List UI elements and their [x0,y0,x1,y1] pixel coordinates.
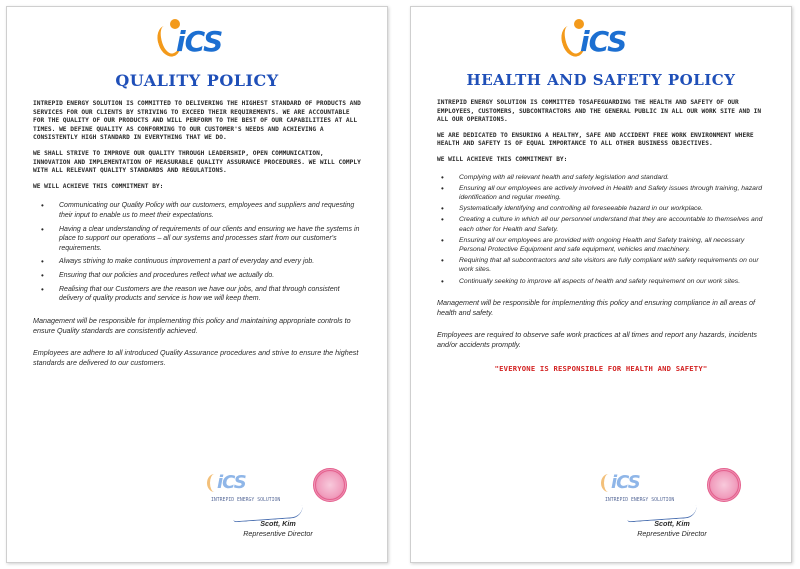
company-logo [158,19,236,63]
policy-intro-2: WE ARE DEDICATED TO ENSURING A HEALTHY, SAFE AND ACCIDENT FREE WORK ENVIRONMENT WHERE HEALTH AND SAFETY IS OF EQUAL IMPORTANCE TO ALL OTHER BUSINESS OBJECTIVES. [437,131,754,148]
management-paragraph: Management will be responsible for implementing this policy and ensuring compliance in all areas of health and safety. [437,297,756,317]
list-item: • Realising that our Customers are the reason we have our jobs, and that through consistent delivery of quality products and service is how we will keep them. [41,285,361,304]
stamp-logo: iCS [217,472,246,493]
stamp-company: INTREPID ENERGY SOLUTION [605,498,675,503]
list-item: • Having a clear understanding of requirements of our clients and ensuring we have the systems in place to support our operations – all our systems and processes start from our customer's requirements. [41,225,361,254]
policy-intro: INTREPID ENERGY SOLUTION IS COMMITTED TOSAFEGUARDING THE HEALTH AND SAFETY OF OUR EMPLOYEES, CUSTOMERS, SUBCONTRACTORS AND THE GENERAL PUBLIC IN ALL OUR WORK SITE AND IN ALL OUR OPERATIONS. [437,99,762,124]
signatory-name: Scott, Kim [260,519,296,528]
list-item: • Complying with all relevant health and safety legislation and standard. [441,173,765,182]
employees-paragraph: Employees are adhere to all introduced Quality Assurance procedures and strive to ensure the highest standards are delivered to our customers. [33,347,359,367]
commitment-list [33,201,361,303]
page-title: HEALTH AND SAFETY POLICY [466,71,736,89]
list-item: • Ensuring all our employees are provided with ongoing Health and Safety training, all necessary Personal Protective Equipment and safe equipment, vehicles and machinery. [441,236,765,254]
policy-intro-2: WE SHALL STRIVE TO IMPROVE OUR QUALITY THROUGH LEADERSHIP, OPEN COMMUNICATION, INNOVATION AND IMPLEMENTATION OF MEASURABLE QUALITY ASSURANCE PROCEDURES. WE WILL COMPLY WITH ALL RELEVANT QUALITY STANDARDS AND REGULATIONS. [33,149,361,175]
list-item: • Creating a culture in which all our personnel understand that they are accountable to themselves and each other for Health and Safety. [441,215,765,233]
stamp-logo: iCS [611,472,640,493]
company-logo [562,19,640,63]
stamp-company: INTREPID ENERGY SOLUTION [211,498,281,503]
list-item: • Ensuring all our employees are actively involved in Health and Safety issues through training, hazard identification and regular meeting. [441,184,765,202]
list-item: • Communicating our Quality Policy with our customers, employees and suppliers and requesting their input to enable us to meet their expectations. [41,201,361,220]
commitment-heading: WE WILL ACHIEVE THIS COMMITMENT BY: [33,182,164,190]
logo-text: iCS [580,25,627,58]
quality-policy-page [6,6,388,563]
safety-slogan: "EVERYONE IS RESPONSIBLE FOR HEALTH AND SAFETY" [494,363,708,373]
signatory-role: Representive Director [243,529,313,538]
commitment-list [437,173,765,286]
signatory-name: Scott, Kim [654,519,690,528]
signature-block [597,468,747,554]
logo-text: iCS [176,25,223,58]
policy-intro: INTREPID ENERGY SOLUTION IS COMMITTED TO DELIVERING THE HIGHEST STANDARD OF PRODUCTS AND SERVICES FOR OUR CLIENTS BY STRIVING TO EXCEED THEIR REQUIREMENTS. WE ARE ACCOUNTABLE FOR THE QUALITY OF OUR PRODUCTS AND WILL PERFORM TO THE BEST OF OUR CAPABILITIES AT ALL TIMES. WE DEFINE QUALITY AS CONFORMING TO OUR CUSTOMER'S NEEDS AND ACHIEVING A CONSISTENTLY HIGH STANDARD IN EVERYTHING THAT WE DO. [33,100,361,142]
employees-paragraph: Employees are required to observe safe work practices at all times and report any hazards, incidents and/or accidents promptly. [437,329,758,349]
list-item: • Continually seeking to improve all aspects of health and safety requirement on our work sites. [441,277,765,286]
list-item: • Systematically identifying and controlling all foreseeable hazard in our workplace. [441,204,765,213]
list-item: • Always striving to make continuous improvement a part of everyday and every job. [41,257,361,267]
company-seal-icon [707,468,741,502]
signatory-role: Representive Director [637,529,707,538]
management-paragraph: Management will be responsible for implementing this policy and maintaining appropriate controls to ensure Quality standards are consistently achieved. [33,315,351,335]
health-safety-policy-page [410,6,792,563]
list-item: • Requiring that all subcontractors and site visitors are fully compliant with safety requirements on our work sites. [441,256,765,274]
commitment-heading: WE WILL ACHIEVE THIS COMMITMENT BY: [437,155,568,163]
page-title: QUALITY POLICY [115,71,279,90]
list-item: • Ensuring that our policies and procedures reflect what we actually do. [41,271,361,281]
company-seal-icon [313,468,347,502]
signature-block [203,468,353,554]
